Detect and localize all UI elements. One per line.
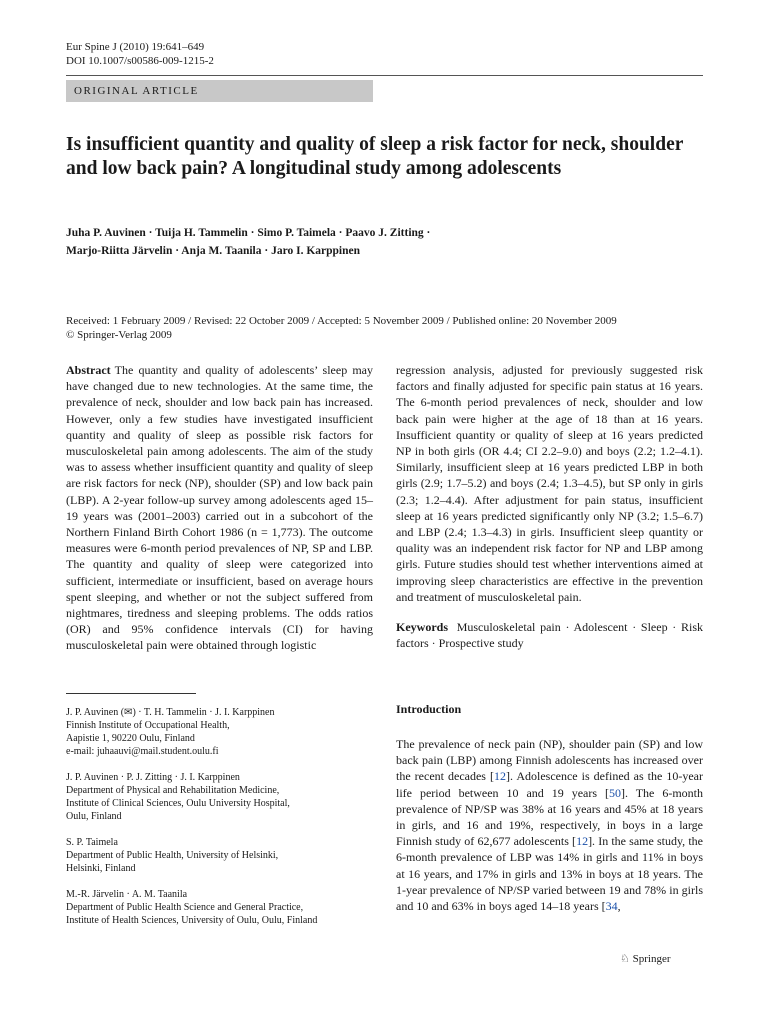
affiliation-line: J. P. Auvinen · P. J. Zitting · J. I. Karppinen: [66, 772, 240, 783]
intro-text: ]. The 6-month prevalence of NP/SP was 38% at 16 years and 45% at 18 years in girls, and 16 and 19%, respectively, in boys in a large Finnish study of 62,677 adolescents [: [396, 785, 704, 849]
introduction-text: [396, 736, 703, 914]
affiliation-line: J. P. Auvinen (✉) · T. H. Tammelin · J. I. Karppinen: [66, 707, 275, 718]
affiliation-line: Department of Physical and Rehabilitation Medicine,: [66, 785, 280, 796]
article-type-banner: ORIGINAL ARTICLE: [66, 80, 373, 102]
article-title: Is insufficient quantity and quality of sleep a risk factor for neck, shoulder and low back pain? A longitudinal study among adolescents: [66, 134, 684, 179]
section-heading-introduction: Introduction: [396, 702, 462, 716]
affiliation-rule: [66, 693, 196, 694]
citation-link[interactable]: 50: [608, 785, 621, 800]
intro-text: The prevalence of neck pain (NP), shoulder pain (SP) and low back pain (LBP) among Finnish adolescents has increased over the recent decades [: [396, 737, 703, 784]
affiliation-1: [66, 706, 373, 758]
affiliations: [66, 706, 373, 940]
affiliation-line: Helsinki, Finland: [66, 863, 136, 874]
affiliation-line: M.-R. Järvelin · A. M. Taanila: [66, 889, 188, 900]
affiliation-4: [66, 888, 373, 927]
abstract-text-2: regression analysis, adjusted for previously suggested risk factors and finally adjusted for specific pain status at 16 years. The 6-month period prevalences of neck, shoulder and low back pain were higher at the age of 18 than at 16 years. Insufficient quantity or quality of sleep at 16 years predicted NP in both girls (OR 4.4; CI 2.2–9.0) and boys (2.2; 1.2–4.1). Similarly, insufficient sleep at 16 years predicted LBP in both girls (2.9; 1.7–5.2) and boys (2.4; 1.3–4.5), but SP only in girls (2.3; 1.2–4.4). After adjustment for pain status, insufficient sleep at 16 years predicted significantly only NP (3.2; 1.5–6.7) and LBP (2.4; 1.3–4.3) in girls. Insufficient sleep quantity or quality was an independent risk factor for NP and LBP among girls. Future studies should test whether interventions aimed at improving sleep characteristics are effective in the prevention and treatment of musculoskeletal pain.: [396, 363, 703, 604]
citation-link[interactable]: 12: [576, 834, 589, 849]
intro-text: ,: [617, 899, 621, 914]
publisher-footer: [620, 952, 671, 966]
keywords-label: Keywords: [396, 620, 448, 635]
publication-dates: [66, 314, 703, 342]
affiliation-3: [66, 836, 373, 875]
abstract-text-1: The quantity and quality of adolescents’ sleep may have changed due to new technologies. At the same time, the prevalence of neck, shoulder and low back pain has increased. However, only a few studies have investigated insufficient quantity and quality of sleep as possible risk factors for musculoskeletal pain among adolescents. The aim of the study was to assess whether insufficient quantity and quality of sleep are risk factors for neck (NP), shoulder (SP) and low back pain (LBP). A 2-year follow-up survey among adolescents aged 15–19 years was (2001–2003) carried out in a subcohort of the Northern Finland Birth Cohort 1986 (n = 1,773). The outcome measures were 6-month period prevalences of NP, SP and LBP. The quantity and quality of sleep were categorized into sufficient, intermediate or insufficient, based on average hours spent sleeping, and whether or not the subject suffered from nightmares, tiredness and sleeping problems. The odds ratios (OR) and 95% confidence intervals (CI) for having musculoskeletal pain were obtained through logistic: [66, 363, 373, 653]
affiliation-line: Finnish Institute of Occupational Health,: [66, 720, 230, 731]
abstract-column-right: [396, 362, 703, 651]
doi[interactable]: DOI 10.1007/s00586-009-1215-2: [66, 55, 214, 67]
journal-citation: Eur Spine J (2010) 19:641–649: [66, 41, 205, 53]
email-link[interactable]: e-mail: juhaauvi@mail.student.oulu.fi: [66, 746, 219, 757]
affiliation-line: S. P. Taimela: [66, 837, 118, 848]
citation-link[interactable]: 12: [493, 769, 506, 784]
affiliation-line: Aapistie 1, 90220 Oulu, Finland: [66, 733, 195, 744]
affiliation-line: Institute of Clinical Sciences, Oulu University Hospital,: [66, 798, 290, 809]
author-list: [66, 224, 703, 260]
journal-header: [66, 40, 214, 68]
affiliation-line: Oulu, Finland: [66, 811, 122, 822]
publisher-name: Springer: [632, 953, 671, 965]
author-line-2: Marjo-Riitta Järvelin · Anja M. Taanila · Jaro I. Karppinen: [66, 245, 361, 257]
citation-link[interactable]: 34: [605, 899, 618, 914]
dates-line: Received: 1 February 2009 / Revised: 22 October 2009 / Accepted: 5 November 2009 / Published online: 20 November 2009: [66, 315, 617, 327]
affiliation-2: [66, 771, 373, 823]
abstract-column-left: [66, 362, 373, 654]
affiliation-line: Department of Public Health Science and General Practice,: [66, 902, 304, 913]
copyright-line: © Springer-Verlag 2009: [66, 329, 172, 341]
affiliation-line: Department of Public Health, University of Helsinki,: [66, 850, 279, 861]
springer-logo-icon: ♘: [620, 953, 630, 965]
header-rule: [66, 75, 703, 76]
keywords: [396, 619, 703, 651]
affiliation-line: Institute of Health Sciences, University of Oulu, Oulu, Finland: [66, 915, 318, 926]
intro-text: ]. In the same study, the 6-month prevalence of LBP was 14% in girls and 11% in boys at 16 years, and 17% in girls and 13% in boys at 18 years. The 1-year prevalence of NP/SP varied between 19 and 78% in girls and 10 and 63% in boys aged 14–18 years [: [396, 834, 703, 914]
keywords-text: Musculoskeletal pain · Adolescent · Sleep · Risk factors · Prospective study: [396, 620, 703, 651]
author-line-1: Juha P. Auvinen · Tuija H. Tammelin · Simo P. Taimela · Paavo J. Zitting ·: [66, 227, 431, 239]
intro-text: ]. Adolescence is defined as the 10-year life period between 10 and 19 years [: [396, 769, 703, 800]
abstract-label: Abstract: [66, 363, 111, 377]
